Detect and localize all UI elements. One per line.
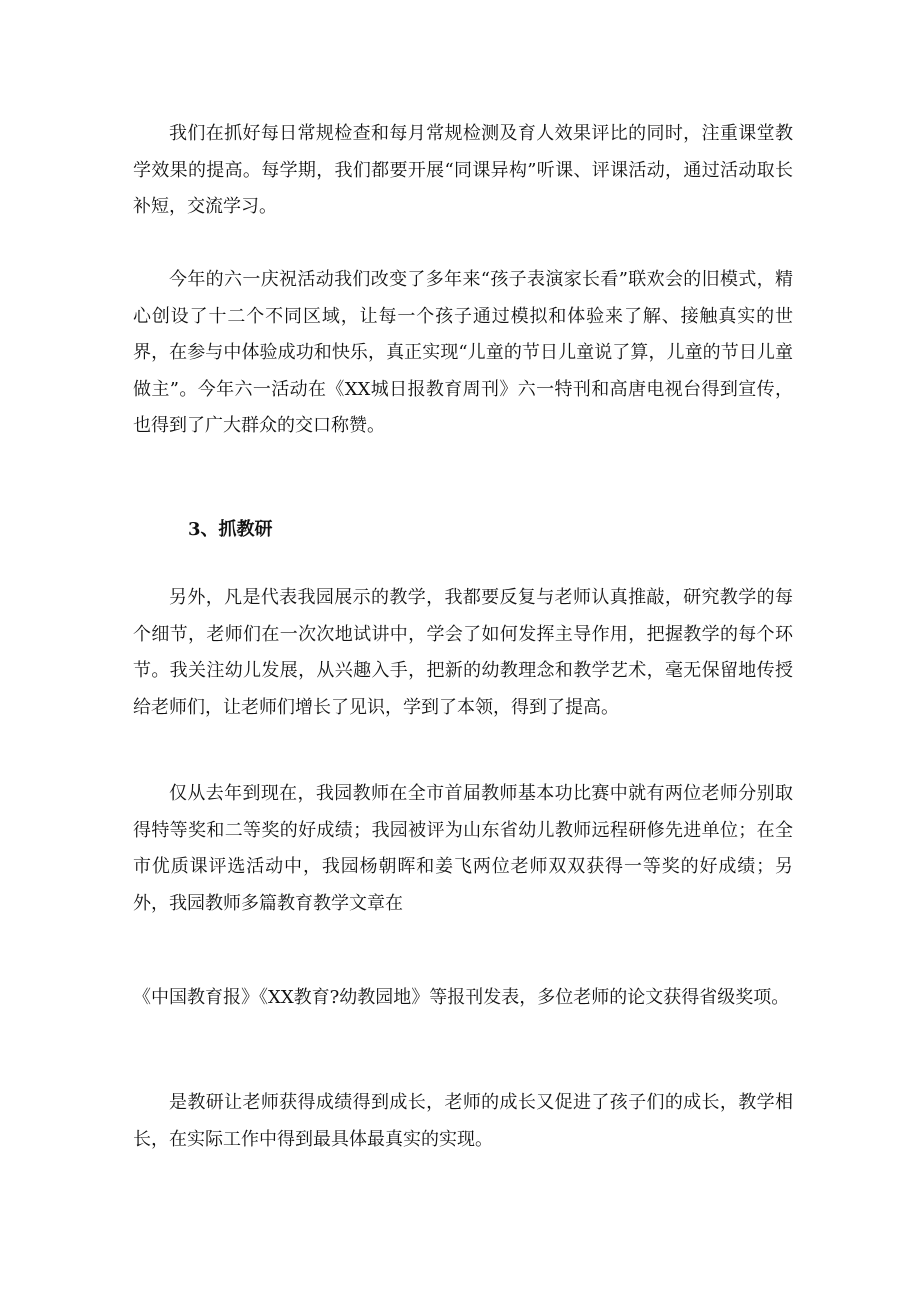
paragraph-awards: 仅从去年到现在，我园教师在全市首届教师基本功比赛中就有两位老师分别取得特等奖和二等奖的好成绩；我园被评为山东省幼儿教师远程研修先进单位；在全市优质课评选活动中，我园杨朝晖和姜飞两位老师双双获得一等奖的好成绩；另外，我园教师多篇教育教学文章在 [133,783,793,914]
section-heading-title: 抓教研 [218,519,273,540]
paragraph-classroom-teaching: 我们在抓好每日常规检查和每月常规检测及育人效果评比的同时，注重课堂教学效果的提高。每学期，我们都要开展“同课异构”听课、评课活动，通过活动取长补短，交流学习。 [133,123,793,217]
section-heading-number: 3、 [188,519,219,540]
paragraph-teaching-research: 另外，凡是代表我园展示的教学，我都要反复与老师认真推敲，研究教学的每个细节，老师们在一次次地试讲中，学会了如何发挥主导作用，把握教学的每个环节。我关注幼儿发展，从兴趣入手，把新的幼教理念和教学艺术，毫无保留地传授给老师们，让老师们增长了见识，学到了本领，得到了提高。 [133,587,793,718]
section-heading [188,512,273,549]
paragraph-publications: 《中国教育报》《XX教育?幼教园地》等报刊发表，多位老师的论文获得省级奖项。 [133,987,790,1008]
paragraph-conclusion: 是教研让老师获得成绩得到成长，老师的成长又促进了孩子们的成长，教学相长，在实际工作中得到最具体最真实的实现。 [133,1092,793,1150]
paragraph-childrens-day: 今年的六一庆祝活动我们改变了多年来“孩子表演家长看”联欢会的旧模式，精心创设了十二个不同区域，让每一个孩子通过模拟和体验来了解、接触真实的世界，在参与中体验成功和快乐，真正实现“儿童的节日儿童说了算，儿童的节日儿童做主”。今年六一活动在《XX城日报教育周刊》六一特刊和高唐电视台得到宣传，也得到了广大群众的交口称赞。 [133,269,793,436]
